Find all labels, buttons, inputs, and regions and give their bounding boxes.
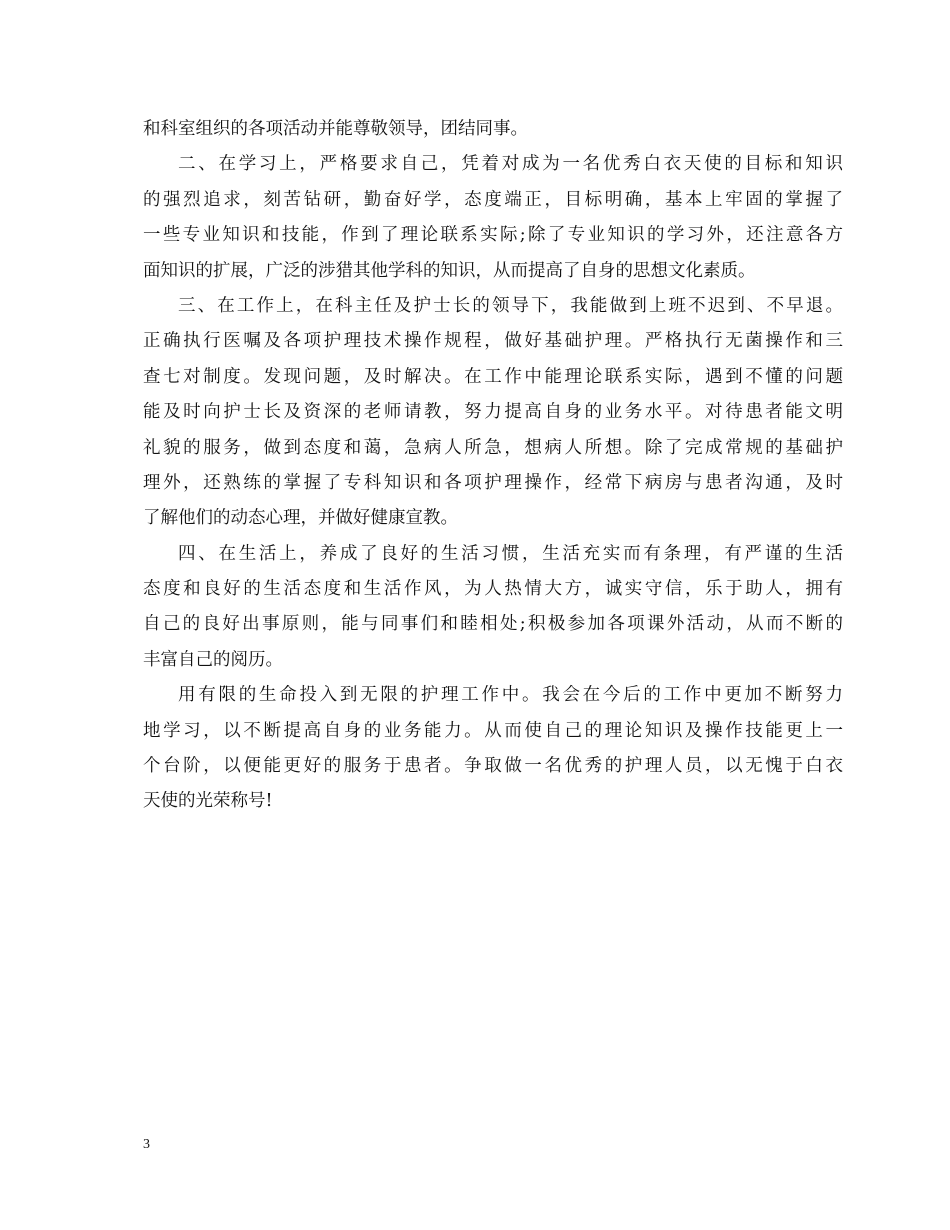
text-line: 能及时向护士长及资深的老师请教，努力提高自身的业务水平。对待患者能文明	[143, 402, 843, 423]
text-line: 丰富自己的阅历。	[143, 649, 283, 670]
text-line: 态度和良好的生活态度和生活作风，为人热情大方，诚实守信，乐于助人，拥有	[143, 579, 843, 600]
page-number: 3	[143, 1137, 150, 1152]
text-line: 面知识的扩展，广泛的涉猎其他学科的知识，从而提高了自身的思想文化素质。	[143, 260, 756, 281]
paragraph-start-line: 二、在学习上，严格要求自己，凭着对成为一名优秀白衣天使的目标和知识	[178, 154, 843, 175]
text-line: 个台阶，以便能更好的服务于患者。争取做一名优秀的护理人员，以无愧于白衣	[143, 756, 843, 777]
text-line: 天使的光荣称号!	[143, 791, 273, 812]
text-line: 和科室组织的各项活动并能尊敬领导，团结同事。	[143, 119, 528, 139]
text-line: 一些专业知识和技能，作到了理论联系实际;除了专业知识的学习外，还注意各方	[143, 225, 843, 246]
body-text	[143, 112, 843, 820]
paragraph-start-line: 用有限的生命投入到无限的护理工作中。我会在今后的工作中更加不断努力	[178, 685, 843, 706]
text-line: 理外，还熟练的掌握了专科知识和各项护理操作，经常下病房与患者沟通，及时	[143, 472, 843, 493]
text-line: 查七对制度。发现问题，及时解决。在工作中能理论联系实际，遇到不懂的问题	[143, 366, 843, 387]
text-line: 了解他们的动态心理，并做好健康宣教。	[143, 508, 458, 529]
text-line: 地学习，以不断提高自身的业务能力。从而使自己的理论知识及操作技能更上一	[143, 720, 843, 741]
text-line: 的强烈追求，刻苦钻研，勤奋好学，态度端正，目标明确，基本上牢固的掌握了	[143, 189, 843, 210]
text-line: 礼貌的服务，做到态度和蔼，急病人所急，想病人所想。除了完成常规的基础护	[143, 437, 843, 458]
paragraph-start-line: 三、在工作上，在科主任及护士长的领导下，我能做到上班不迟到、不早退。	[178, 295, 843, 316]
text-line: 正确执行医嘱及各项护理技术操作规程，做好基础护理。严格执行无菌操作和三	[143, 331, 843, 352]
text-line: 自己的良好出事原则，能与同事们和睦相处;积极参加各项课外活动，从而不断的	[143, 614, 843, 635]
paragraph-start-line: 四、在生活上，养成了良好的生活习惯，生活充实而有条理，有严谨的生活	[178, 543, 843, 564]
